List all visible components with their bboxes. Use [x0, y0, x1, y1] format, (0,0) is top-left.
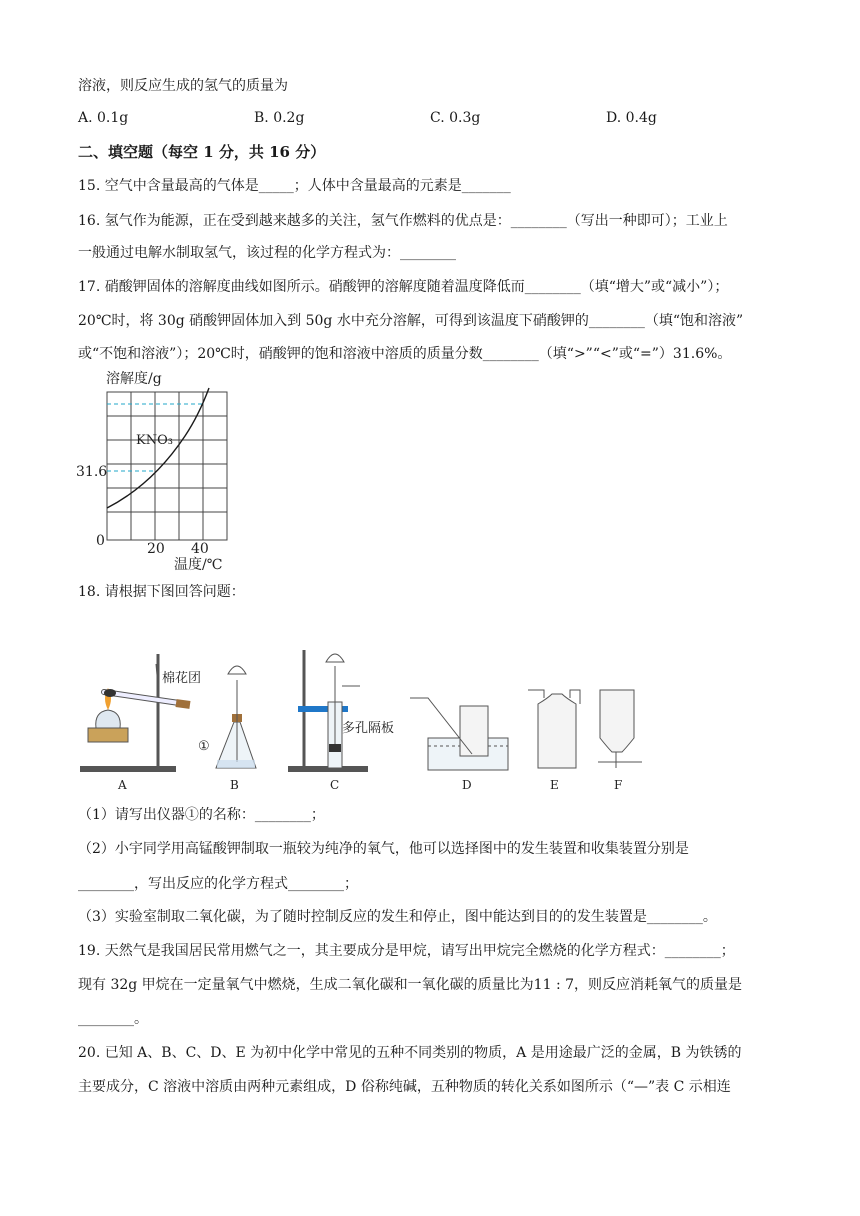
option-c: C. 0.3g — [430, 110, 481, 126]
porous-label: 多孔隔板 — [342, 721, 395, 736]
apparatus-c — [288, 650, 394, 792]
x-tick-label: 40 — [191, 541, 209, 557]
label-e: E — [550, 778, 559, 792]
label-b: B — [230, 778, 239, 792]
apparatus-b — [198, 666, 256, 792]
question-18-part3: （3）实验室制取二氧化碳，为了随时控制反应的发生和停止，图中能达到目的的发生装置是________。 — [78, 909, 717, 925]
apparatus-e — [528, 690, 580, 792]
question-17-line2: 20℃时，将 30g 硝酸钾固体加入到 50g 水中充分溶解，可得到该温度下硝酸钾的________（填“饱和溶液” — [78, 313, 744, 329]
origin-label: 0 — [96, 533, 105, 549]
question-17-line3: 或“不饱和溶液”）；20℃时，硝酸钾的饱和溶液中溶质的质量分数________（填“>”“<”或“=”）31.6%。 — [78, 346, 732, 362]
option-b: B. 0.2g — [254, 110, 305, 126]
y-axis-label: 溶解度/g — [106, 371, 162, 387]
question-19-line2: 现有 32g 甲烷在一定量氧气中燃烧，生成二氧化碳和一氧化碳的质量比为11 : 7，则反应消耗氧气的质量是 — [78, 977, 743, 993]
label-a: A — [118, 778, 127, 792]
solubility-curve — [107, 388, 209, 508]
label-d: D — [462, 778, 472, 792]
cotton-label: 棉花团 — [162, 671, 202, 686]
apparatus-diagram — [76, 644, 676, 792]
question-16-line1: 16. 氢气作为能源，正在受到越来越多的关注，氢气作燃料的优点是：________（写出一种即可）；工业上 — [78, 213, 728, 229]
question-20-line2: 主要成分，C 溶液中溶质由两种元素组成，D 俗称纯碱，五种物质的转化关系如图所示（“—”表 C 示相连 — [78, 1079, 731, 1095]
question-17-line1: 17. 硝酸钾固体的溶解度曲线如图所示。硝酸钾的溶解度随着温度降低而________（填“增大”或“减小”）； — [78, 279, 729, 295]
apparatus-a — [80, 654, 201, 792]
instrument-mark: ① — [198, 739, 210, 754]
question-18-part2-line2: ________，写出反应的化学方程式________； — [78, 876, 358, 892]
option-d: D. 0.4g — [606, 110, 657, 126]
question-18-part1: （1）请写出仪器①的名称：________； — [78, 807, 325, 823]
question-18: 18. 请根据下图回答问题： — [78, 584, 245, 600]
question-16-line2: 一般通过电解水制取氢气，该过程的化学方程式为：________ — [78, 245, 456, 261]
question-19-line3: ________。 — [78, 1011, 148, 1027]
apparatus-d — [410, 698, 508, 792]
solubility-chart — [70, 366, 240, 576]
question-19-line1: 19. 天然气是我国居民常用燃气之一，其主要成分是甲烷，请写出甲烷完全燃烧的化学方程式：________； — [78, 943, 735, 959]
text-line: 溶液，则反应生成的氢气的质量为 — [78, 78, 288, 94]
curve-label: KNO₃ — [136, 433, 173, 448]
question-18-part2-line1: （2）小宇同学用高锰酸钾制取一瓶较为纯净的氧气，他可以选择图中的发生装置和收集装置分别是 — [78, 841, 689, 857]
x-axis-label: 温度/℃ — [174, 557, 223, 573]
option-a: A. 0.1g — [78, 110, 129, 126]
section-heading: 二、填空题（每空 1 分，共 16 分） — [78, 143, 326, 161]
question-20-line1: 20. 已知 A、B、C、D、E 为初中化学中常见的五种不同类别的物质，A 是用途最广泛的金属，B 为铁锈的 — [78, 1045, 742, 1061]
x-tick-label: 20 — [147, 541, 165, 557]
label-f: F — [614, 778, 623, 792]
y-mark-label: 31.6 — [76, 464, 108, 480]
label-c: C — [330, 778, 340, 792]
question-15: 15. 空气中含量最高的气体是_____；人体中含量最高的元素是_______ — [78, 178, 511, 194]
apparatus-f — [598, 690, 642, 792]
